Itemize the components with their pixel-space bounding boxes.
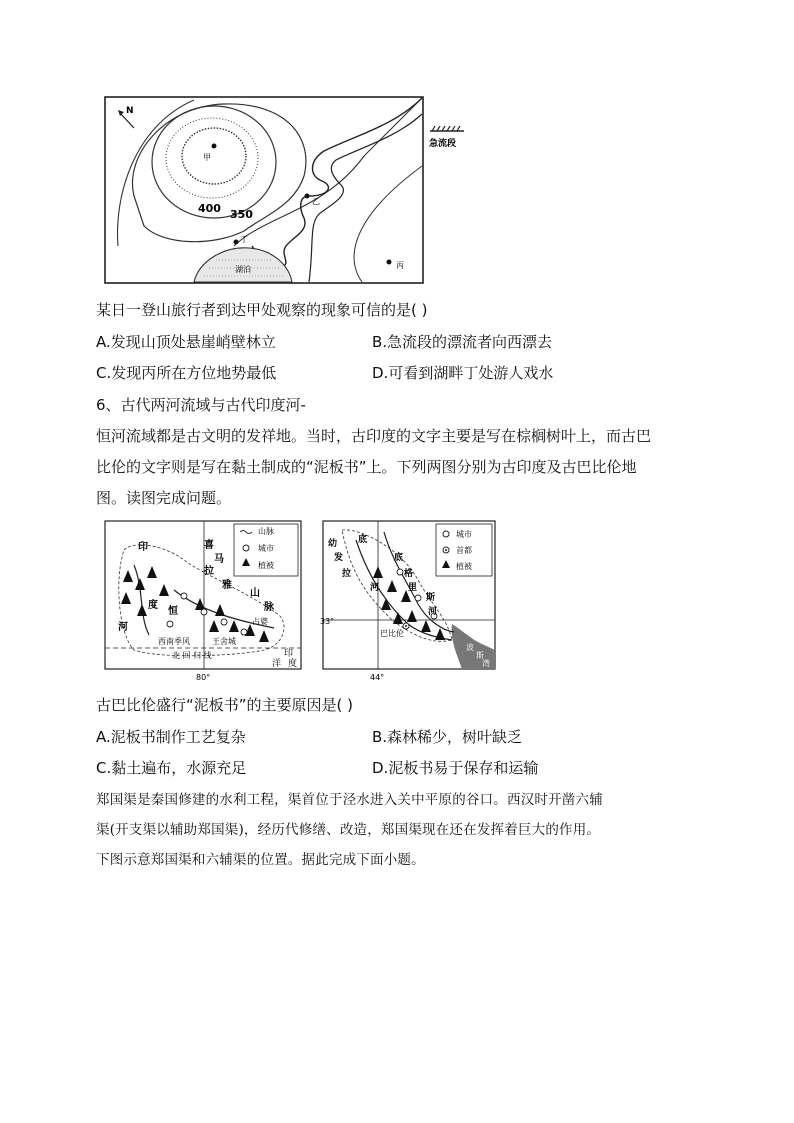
label-ding: 丁 xyxy=(240,235,248,244)
q6-option-c[interactable]: C.黏土遍布，水源充足 xyxy=(96,759,247,777)
label-bing: 丙 xyxy=(396,261,404,270)
q5-option-a[interactable]: A.发现山顶处悬崖峭壁林立 xyxy=(96,333,276,351)
gulf-label-1: 波 xyxy=(466,643,474,652)
label-lake: 湖泊 xyxy=(235,265,251,274)
babylon-label-di: 底 xyxy=(358,535,368,545)
q6-intro-line1: 6、古代两河流域与古代印度河- xyxy=(96,396,306,414)
q7-intro-line1: 郑国渠是秦国修建的水利工程，渠首位于泾水进入关中平原的谷口。西汉时开凿六辅 xyxy=(96,792,603,808)
india-legend-mountain: 山脉 xyxy=(258,527,274,536)
babylon-latitude: 33° xyxy=(320,617,335,626)
babylon-label-ge: 格 xyxy=(404,569,414,579)
contour-map xyxy=(104,96,468,286)
q7-intro-line2: 渠(开支渠以辅助郑国渠)，经历代修缮、改造，郑国渠现在还在发挥着巨大的作用。 xyxy=(96,822,601,838)
contour-350: 350 xyxy=(230,208,253,221)
india-label-la: 拉 xyxy=(204,566,214,577)
babylon-label-fa: 发 xyxy=(334,553,344,563)
babylon-legend-capital: 首都 xyxy=(456,546,472,555)
legend-rapids-label: 急流段 xyxy=(429,139,457,149)
contour-400: 400 xyxy=(198,202,221,215)
q5-option-d[interactable]: D.可看到湖畔丁处游人戏水 xyxy=(372,364,554,382)
q7-intro-line3: 下图示意郑国渠和六辅渠的位置。据此完成下面小题。 xyxy=(96,852,425,868)
q6-intro-line4: 图。读图完成问题。 xyxy=(96,489,232,507)
babylon-legend-city: 城市 xyxy=(456,530,472,539)
q6-option-b[interactable]: B.森林稀少，树叶缺乏 xyxy=(372,728,523,746)
gulf-label-3: 湾 xyxy=(482,659,490,668)
q6-option-a[interactable]: A.泥板书制作工艺复杂 xyxy=(96,728,246,746)
babylon-label-li: 里 xyxy=(408,583,418,593)
india-legend-city: 城市 xyxy=(258,544,274,553)
q6-intro-line2: 恒河流域都是古文明的发祥地。当时，古印度的文字主要是写在棕榈树叶上，而古巴 xyxy=(96,427,652,445)
india-label-du2: 度 xyxy=(288,659,298,669)
gulf-label-2: 斯 xyxy=(476,651,484,660)
india-label-rajgir: 王舍城 xyxy=(212,637,236,646)
india-label-yang: 洋 xyxy=(272,659,282,669)
india-legend-vegetation: 植被 xyxy=(258,561,274,570)
india-longitude: 80° xyxy=(196,673,211,682)
babylon-longitude: 44° xyxy=(370,673,385,682)
india-label-yin: 印 xyxy=(138,542,148,553)
north-label: N xyxy=(126,106,134,116)
q6-intro-line3: 比伦的文字则是写在黏土制成的“泥板书”上。下列两图分别为古印度及古巴比伦地 xyxy=(96,458,637,476)
india-label-xi: 喜 xyxy=(204,540,214,551)
india-label-monsoon: 西南季风 xyxy=(158,637,190,646)
q5-option-c[interactable]: C.发现丙所在方位地势最低 xyxy=(96,364,277,382)
q6-option-d[interactable]: D.泥板书易于保存和运输 xyxy=(372,759,539,777)
babylon-label-di2: 底 xyxy=(394,553,404,563)
india-label-heng: 恒 xyxy=(168,606,178,617)
label-jia: 甲 xyxy=(203,153,211,162)
q5-option-b[interactable]: B.急流段的漂流者向西漂去 xyxy=(372,333,553,351)
q5-stem: 某日一登山旅行者到达甲处观察的现象可信的是( ) xyxy=(96,301,428,319)
india-label-he: 河 xyxy=(118,622,128,633)
babylon-label-si: 斯 xyxy=(426,593,436,603)
babylon-legend-vegetation: 植被 xyxy=(456,562,472,571)
babylon-label-you: 幼 xyxy=(328,539,338,549)
babylon-label-he: 河 xyxy=(370,583,380,593)
india-label-tropic: 北 回 归 线 xyxy=(172,651,212,660)
india-label-ma: 马 xyxy=(214,554,224,565)
babylon-label-la: 拉 xyxy=(342,569,352,579)
india-label-du: 度 xyxy=(148,600,158,611)
india-label-mai: 脉 xyxy=(264,602,274,613)
babylon-label-babylon: 巴比伦 xyxy=(380,629,404,638)
india-label-champa: 占婆 xyxy=(252,617,268,626)
ancient-babylon-map xyxy=(322,520,498,682)
india-label-shan: 山 xyxy=(250,588,260,599)
babylon-label-he2: 河 xyxy=(428,607,438,617)
india-label-ya: 雅 xyxy=(222,580,232,591)
label-yi: 乙 xyxy=(312,197,320,206)
q6-sub-stem: 古巴比伦盛行“泥板书”的主要原因是( ) xyxy=(96,696,354,714)
ancient-india-map xyxy=(104,520,302,682)
india-label-yin2: 印 xyxy=(284,649,294,659)
rapids-legend-icon xyxy=(430,126,464,131)
